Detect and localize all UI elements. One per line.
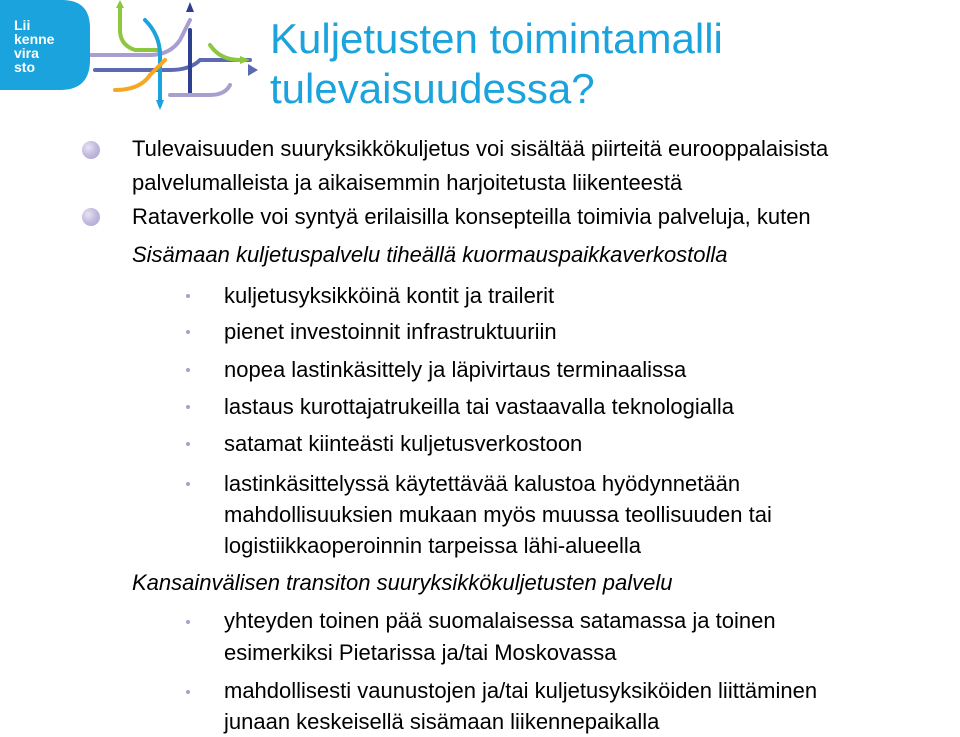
- sub-bullet: [186, 690, 190, 694]
- section-1-item-4: lastaus kurottajatrukeilla tai vastaavalla teknologialla: [224, 394, 734, 419]
- section-2-item-2-line-1: mahdollisesti vaunustojen ja/tai kuljetusyksiköiden liittäminen: [224, 678, 818, 703]
- sub-bullet: [186, 442, 190, 446]
- title-line-1: Kuljetusten toimintamalli: [270, 15, 723, 62]
- section-1-item-6-line-2: mahdollisuuksien mukaan myös muussa teollisuuden tai: [224, 502, 772, 527]
- bullet-1-line-1: Tulevaisuuden suuryksikkökuljetus voi sisältää piirteitä eurooppalaisista: [132, 136, 829, 161]
- sub-bullet: [186, 368, 190, 372]
- section-1-item-6-line-3: logistiikkaoperoinnin tarpeissa lähi-alueella: [224, 533, 642, 558]
- section-1-item-1: kuljetusyksikköinä kontit ja trailerit: [224, 283, 555, 308]
- section-2-item-2-line-2: junaan keskeisellä sisämaan liikennepaikalla: [224, 709, 660, 734]
- liikennevirasto-logo: [0, 0, 92, 92]
- sub-bullet: [186, 294, 190, 298]
- route-arrows-graphic: [90, 0, 260, 112]
- section-1-item-6-line-1: lastinkäsittelyssä käytettävää kalustoa hyödynnetään: [224, 471, 741, 496]
- logo-line-4: sto: [14, 59, 35, 75]
- bullet-2-line-1: Rataverkolle voi syntyä erilaisilla konsepteilla toimivia palveluja, kuten: [132, 204, 811, 229]
- logo-line-1: Lii: [14, 17, 31, 33]
- section-2-item-1-line-2: esimerkiksi Pietarissa ja/tai Moskovassa: [224, 640, 617, 665]
- bullet-1-line-2: palvelumalleista ja aikaisemmin harjoitetusta liikenteestä: [132, 170, 683, 195]
- sub-bullet: [186, 620, 190, 624]
- bullet-dot: [82, 208, 100, 226]
- section-1-heading: Sisämaan kuljetuspalvelu tiheällä kuormauspaikkaverkostolla: [132, 242, 728, 267]
- section-1-item-5: satamat kiinteästi kuljetusverkostoon: [224, 431, 583, 456]
- bullet-dot: [82, 141, 100, 159]
- sub-bullet: [186, 482, 190, 486]
- logo-line-2: kenne: [14, 31, 55, 47]
- title-line-2: tulevaisuudessa?: [270, 65, 595, 112]
- section-1-item-3: nopea lastinkäsittely ja läpivirtaus terminaalissa: [224, 357, 687, 382]
- sub-bullet: [186, 330, 190, 334]
- slide-title: [270, 14, 930, 114]
- sub-bullet: [186, 405, 190, 409]
- logo-line-3: vira: [14, 45, 39, 61]
- section-2-item-1-line-1: yhteyden toinen pää suomalaisessa satamassa ja toinen: [224, 608, 776, 633]
- section-1-item-2: pienet investoinnit infrastruktuuriin: [224, 319, 557, 344]
- section-2-heading: Kansainvälisen transiton suuryksikkökuljetusten palvelu: [132, 570, 673, 595]
